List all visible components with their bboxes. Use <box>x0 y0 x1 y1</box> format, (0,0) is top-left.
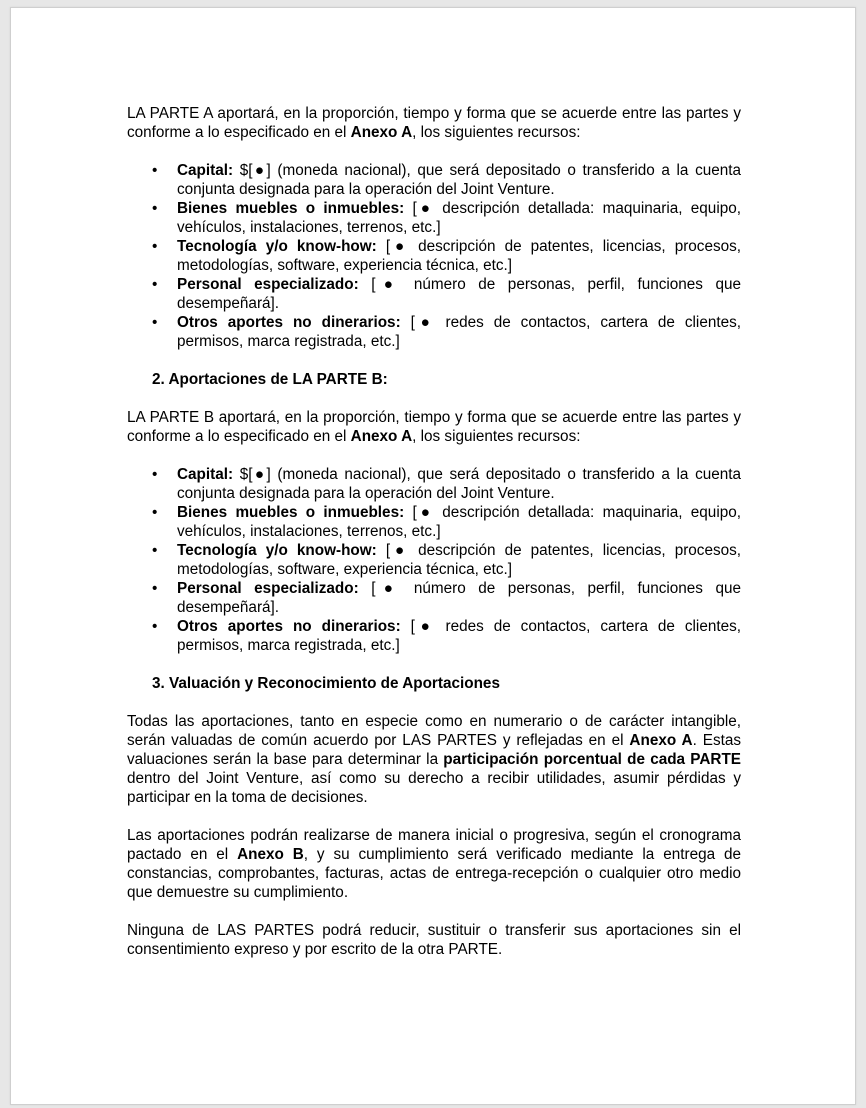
list-item <box>152 579 742 617</box>
party-b-annex-ref: Anexo A <box>350 428 413 445</box>
item-text: [● redes de contactos, cartera de clientes, permisos, marca registrada, etc.] <box>177 314 742 350</box>
list-item <box>152 237 742 275</box>
bullet-icon: • <box>152 276 158 293</box>
bullet-icon: • <box>152 314 158 331</box>
party-b-intro <box>127 408 741 446</box>
item-label: Tecnología y/o know-how: <box>177 238 377 255</box>
item-text: $[●] (moneda nacional), que será depositado o transferido a la cuenta conjunta designada para la operación del Joint Venture. <box>177 162 741 198</box>
bullet-icon: • <box>152 618 158 635</box>
party-a-intro-tail: , los siguientes recursos: <box>412 124 581 141</box>
valuation-annex-a-ref: Anexo A <box>629 732 693 749</box>
party-b-intro-tail: , los siguientes recursos: <box>412 428 581 445</box>
party-a-intro <box>127 104 741 142</box>
list-item <box>152 199 741 237</box>
valuation-p1-text-3: dentro del Joint Venture, así como su derecho a recibir utilidades, asumir pérdidas y participar en la toma de decisiones. <box>127 770 741 806</box>
document-page <box>10 7 856 1105</box>
list-item <box>152 275 742 313</box>
bullet-icon: • <box>152 162 158 179</box>
valuation-p1-text: Todas las aportaciones, tanto en especie como en numerario o de carácter intangible, serán valuadas de común acuerdo por LAS PARTES y reflejadas en el <box>127 713 741 749</box>
valuation-p2-text-2: , y su cumplimiento será verificado mediante la entrega de constancias, comprobantes, facturas, actas de entrega-recepción o cualquier otro medio que demuestre su cumplimiento. <box>127 846 742 901</box>
item-label: Capital: <box>177 466 234 483</box>
valuation-percentage-term: participación porcentual de cada PARTE <box>443 751 741 768</box>
item-text: [● descripción de patentes, licencias, procesos, metodologías, software, experiencia técnica, etc.] <box>177 542 742 578</box>
list-item <box>152 541 742 579</box>
item-label: Otros aportes no dinerarios: <box>177 314 401 331</box>
bullet-icon: • <box>152 466 158 483</box>
valuation-paragraph-1 <box>127 712 741 807</box>
item-label: Personal especializado: <box>177 276 359 293</box>
valuation-paragraph-2 <box>127 826 741 902</box>
bullet-icon: • <box>152 580 158 597</box>
list-item <box>152 161 741 199</box>
bullet-icon: • <box>152 200 158 217</box>
item-label: Capital: <box>177 162 234 179</box>
bullet-icon: • <box>152 504 158 521</box>
item-text: [● redes de contactos, cartera de clientes, permisos, marca registrada, etc.] <box>177 618 742 654</box>
item-text: [● descripción de patentes, licencias, procesos, metodologías, software, experiencia técnica, etc.] <box>177 238 742 274</box>
list-item <box>152 465 741 503</box>
list-item <box>152 503 741 541</box>
bullet-icon: • <box>152 542 158 559</box>
section-heading-party-b: 2. Aportaciones de LA PARTE B: <box>152 371 388 388</box>
item-label: Personal especializado: <box>177 580 359 597</box>
item-label: Bienes muebles o inmuebles: <box>177 504 405 521</box>
document-body <box>127 104 741 959</box>
item-text: $[●] (moneda nacional), que será depositado o transferido a la cuenta conjunta designada para la operación del Joint Venture. <box>177 466 741 502</box>
bullet-icon: • <box>152 238 158 255</box>
party-b-intro-text: LA PARTE B aportará, en la proporción, tiempo y forma que se acuerde entre las partes y conforme a lo especificado en el <box>127 409 741 445</box>
item-label: Bienes muebles o inmuebles: <box>177 200 405 217</box>
list-item <box>152 617 742 655</box>
party-b-resources-list <box>127 465 741 655</box>
item-label: Otros aportes no dinerarios: <box>177 618 401 635</box>
item-label: Tecnología y/o know-how: <box>177 542 377 559</box>
valuation-p2-text: Las aportaciones podrán realizarse de manera inicial o progresiva, según el cronograma pactado en el <box>127 827 741 863</box>
section-heading-valuation: 3. Valuación y Reconocimiento de Aportaciones <box>152 675 500 692</box>
list-item <box>152 313 742 351</box>
party-a-resources-list <box>127 161 741 351</box>
item-text: [● número de personas, perfil, funciones que desempeñará]. <box>177 276 742 312</box>
valuation-p1-text-2: . Estas valuaciones serán la base para determinar la <box>127 732 742 768</box>
valuation-paragraph-3: Ninguna de LAS PARTES podrá reducir, sustituir o transferir sus aportaciones sin el consentimiento expreso y por escrito de la otra PARTE. <box>127 922 741 958</box>
item-text: [● descripción detallada: maquinaria, equipo, vehículos, instalaciones, terrenos, etc.] <box>177 504 741 540</box>
item-text: [● descripción detallada: maquinaria, equipo, vehículos, instalaciones, terrenos, etc.] <box>177 200 741 236</box>
party-a-intro-text: LA PARTE A aportará, en la proporción, tiempo y forma que se acuerde entre las partes y conforme a lo especificado en el <box>127 105 741 141</box>
party-a-annex-ref: Anexo A <box>350 124 413 141</box>
valuation-annex-b-ref: Anexo B <box>237 846 304 863</box>
item-text: [● número de personas, perfil, funciones que desempeñará]. <box>177 580 742 616</box>
